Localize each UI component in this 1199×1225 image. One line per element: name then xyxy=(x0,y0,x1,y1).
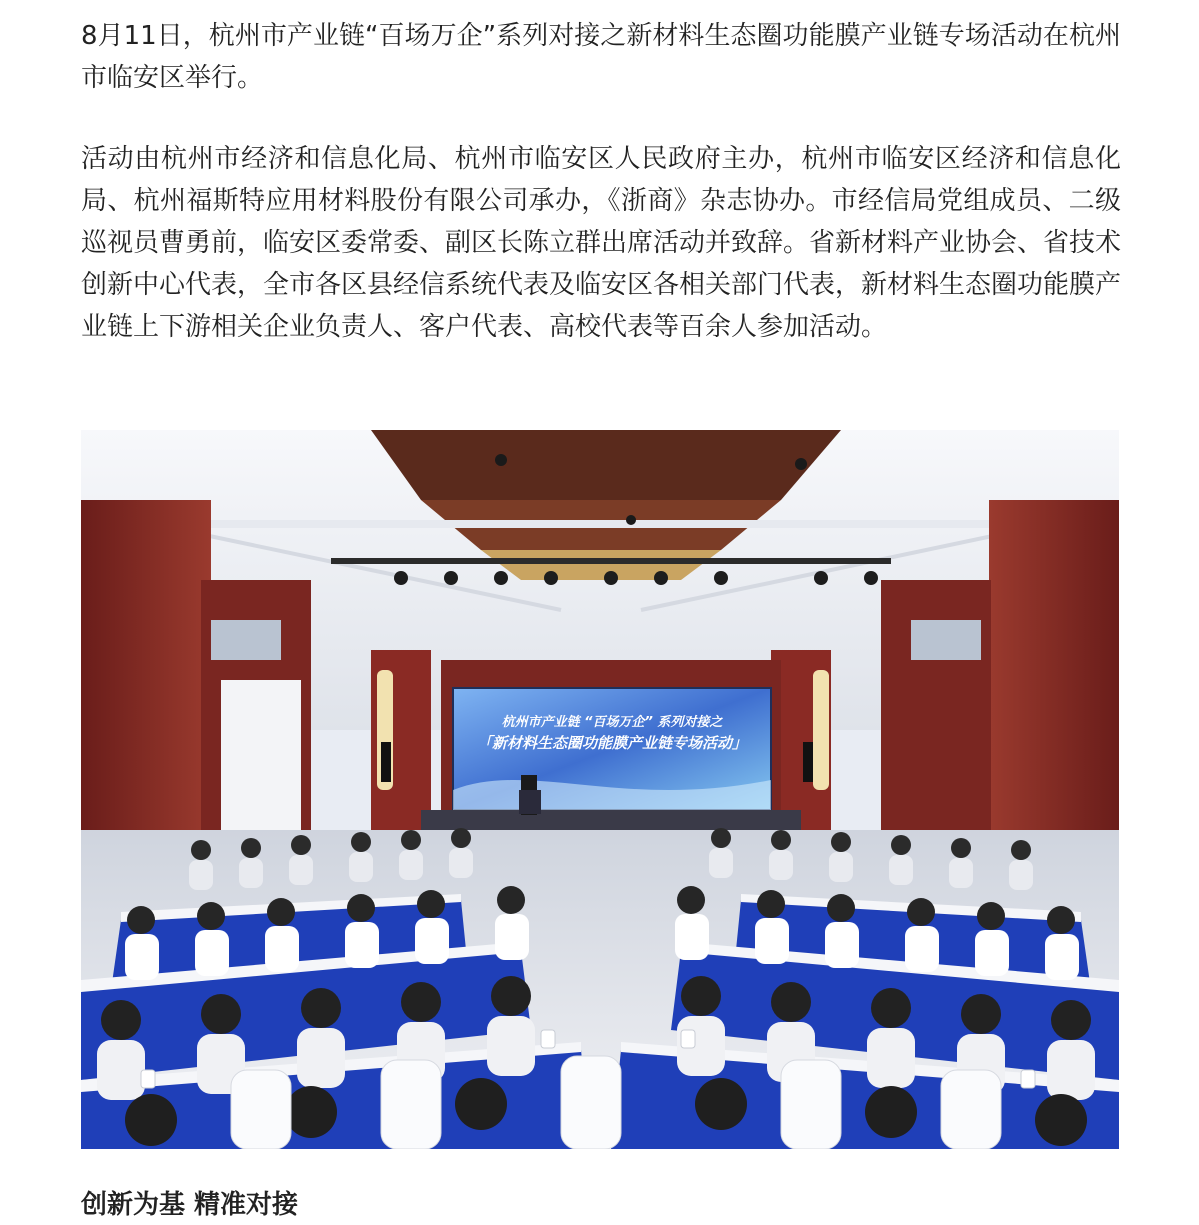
article-paragraph-intro: 8月11日，杭州市产业链“百场万企”系列对接之新材料生态圈功能膜产业链专场活动在杭州市临安区举行。 xyxy=(81,21,1121,93)
screen-title-line1: 杭州市产业链 “百场万企” 系列对接之 xyxy=(501,715,723,730)
screen-title-line2: 「新材料生态圈功能膜产业链专场活动」 xyxy=(476,734,748,752)
article-paragraph-organizers: 活动由杭州市经济和信息化局、杭州市临安区人民政府主办，杭州市临安区经济和信息化局、杭州福斯特应用材料股份有限公司承办，《浙商》杂志协办。市经信局党组成员、二级巡视员曹勇前，临安区委常委、副区长陈立群出席活动并致辞。省新材料产业协会、省技术创新中心代表，全市各区县经信系统代表及临安区各相关部门代表，新材料生态圈功能膜产业链上下游相关企业负责人、客户代表、高校代表等百余人参加活动。 xyxy=(81,144,1122,342)
event-photo xyxy=(81,430,1119,1149)
section-subheading: 创新为基 精准对接 xyxy=(81,1190,299,1220)
